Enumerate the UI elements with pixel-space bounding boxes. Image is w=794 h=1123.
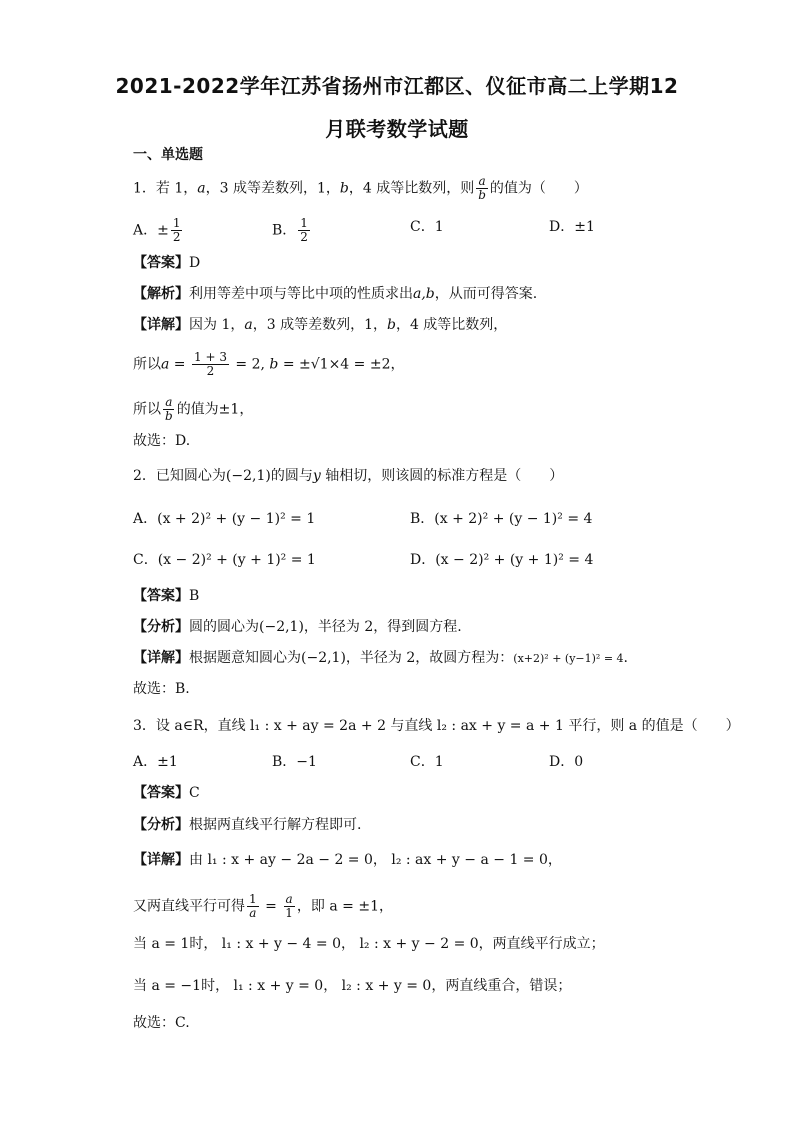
q1-detail-var-a: a xyxy=(244,317,253,333)
page-title-line2: 月联考数学试题 xyxy=(325,117,469,141)
q1-analysis-text: 利用等差中项与等比中项的性质求出 xyxy=(189,286,413,302)
frac-num: 1 xyxy=(249,892,257,906)
q1-step2 xyxy=(133,396,253,423)
q1-detail xyxy=(133,315,507,335)
q1-step1: 所以a = $\frac{1 + 3}{2}$ = 2, b = ±√1×4 = ±2， xyxy=(133,350,405,378)
q1-stem-text-d: 的值为（ ） xyxy=(489,180,588,197)
q3-answer-value: C xyxy=(189,785,200,801)
q1-stem-text-a: 1．若 1， xyxy=(133,180,198,197)
frac-num: 1 xyxy=(300,216,308,230)
q3-step1-frac-left xyxy=(247,893,259,920)
q3-detail xyxy=(133,850,562,870)
q1-var-b: b xyxy=(339,180,349,197)
q1-option-d: D．±1 xyxy=(549,219,595,235)
q1-analysis-end: ，从而可得答案. xyxy=(434,286,538,302)
frac-den: 2 xyxy=(206,364,215,378)
page-title-line1: 2021-2022学年江苏省扬州市江都区、仪征市高二上学期12 xyxy=(115,74,679,98)
q2-stem-y: y xyxy=(312,468,321,484)
q1-step1-pre: 所以 xyxy=(133,356,161,373)
q2-analysis-text: 圆的圆心为(−2,1)，半径为 2，得到圆方程. xyxy=(189,619,462,635)
q2-stem-text-c: 轴相切，则该圆的标准方程是（ ） xyxy=(320,468,564,484)
q1-step2-frac xyxy=(163,396,175,423)
section-heading: 一、单选题 xyxy=(133,147,203,163)
frac-den: a xyxy=(249,906,257,920)
analysis-tag: 【分析】 xyxy=(133,619,189,635)
answer-tag: 【答案】 xyxy=(133,785,189,801)
q3-option-b: B．−1 xyxy=(272,754,317,770)
q1-stem-text-c: ，4 成等比数列，则 xyxy=(348,180,475,197)
q2-option-a: A．(x + 2)² + (y − 1)² = 1 xyxy=(133,511,316,527)
frac-num: 1 xyxy=(172,216,181,230)
q1-option-c: C．1 xyxy=(410,219,444,235)
q3-option-d: D．0 xyxy=(549,754,584,770)
answer-tag: 【答案】 xyxy=(133,255,189,271)
q3-option-c: C．1 xyxy=(410,754,444,770)
q2-analysis xyxy=(133,617,462,637)
q3-step1: 又两直线平行可得 $\frac{1}{a}$ = $\frac{a}{1}$ ，即 a = ±1， xyxy=(133,892,393,920)
q3-analysis-text: 根据两直线平行解方程即可. xyxy=(189,817,362,833)
q1-step1-rest: = ±√1×4 = ±2， xyxy=(278,356,405,373)
q1-detail-text-b: ，3 成等差数列，1， xyxy=(252,317,387,333)
q3-stem: 3．设 a∈R，直线 l₁ : x + ay = 2a + 2 与直线 l₂ : ax + y = a + 1 平行，则 a 的值是（ ） xyxy=(133,718,740,734)
q1-option-b xyxy=(272,217,312,244)
q1-option-b-label: B． xyxy=(272,222,297,239)
q1-detail-var-b: b xyxy=(386,317,396,333)
detail-tag: 【详解】 xyxy=(133,317,189,333)
q1-step1-post: = 2, xyxy=(230,356,270,373)
q2-answer xyxy=(133,586,199,606)
q3-answer xyxy=(133,783,200,803)
q1-detail-text: 因为 1， xyxy=(189,317,245,333)
q2-detail-end: . xyxy=(623,650,628,666)
analysis-tag: 【分析】 xyxy=(133,817,189,833)
frac-den: 1 xyxy=(285,906,293,920)
q1-step2-post: 的值为±1， xyxy=(176,401,254,418)
q1-option-a-frac xyxy=(171,217,183,244)
q2-detail-text: 根据题意知圆心为(−2,1)，半径为 2，故圆方程为： xyxy=(189,650,514,666)
q1-detail-text-c: ，4 成等比数列， xyxy=(395,317,508,333)
q2-choose: 故选：B. xyxy=(133,681,190,697)
q3-detail-text: 由 l₁ : x + ay − 2a − 2 = 0， l₂ : ax + y − a − 1 = 0， xyxy=(189,852,562,868)
q2-stem-text-b: 的圆与 xyxy=(270,468,313,484)
q1-option-b-frac xyxy=(298,217,310,244)
q3-step1-pre: 又两直线平行可得 xyxy=(133,898,245,915)
q3-step3: 当 a = −1时， l₁ : x + y = 0， l₂ : x + y = 0，两直线重合，错误； xyxy=(133,978,572,994)
frac-den: 2 xyxy=(300,230,308,244)
q1-answer xyxy=(133,253,200,273)
q3-choose: 故选：C. xyxy=(133,1015,190,1031)
q1-step1-var-a: a xyxy=(161,356,170,373)
q2-detail-equation: (x+2)² + (y−1)² = 4 xyxy=(513,652,624,665)
q2-option-c: C．(x − 2)² + (y + 1)² = 1 xyxy=(133,552,316,568)
q3-analysis xyxy=(133,815,361,835)
detail-tag: 【详解】 xyxy=(133,650,189,666)
answer-tag: 【答案】 xyxy=(133,588,189,604)
q1-stem-text-b: ，3 成等差数列，1， xyxy=(205,180,340,197)
q2-detail xyxy=(133,648,628,669)
frac-num: a xyxy=(165,395,173,409)
q3-step1-post: ，即 a = ±1， xyxy=(296,898,393,915)
frac-num: a xyxy=(285,892,293,906)
analysis-tag: 【解析】 xyxy=(133,286,189,302)
q2-answer-value: B xyxy=(189,588,200,604)
q2-stem xyxy=(133,466,563,486)
q1-frac-den: b xyxy=(478,188,486,202)
detail-tag: 【详解】 xyxy=(133,852,189,868)
q2-stem-center: (−2,1) xyxy=(225,468,271,484)
q1-step1-frac xyxy=(192,351,229,378)
q1-step1-var-b: b xyxy=(269,356,279,373)
q1-frac-num: a xyxy=(478,174,486,188)
q1-choose: 故选：D. xyxy=(133,433,191,449)
frac-den: 2 xyxy=(172,230,181,244)
frac-den: b xyxy=(165,409,173,423)
q1-stem xyxy=(133,175,588,202)
frac-num: 1 + 3 xyxy=(194,350,227,364)
q1-option-a xyxy=(133,217,184,244)
q3-option-a: A．±1 xyxy=(133,754,178,770)
q1-analysis-vars: a,b xyxy=(413,286,435,302)
q1-fraction-a-over-b xyxy=(476,175,488,202)
q2-stem-text-a: 2．已知圆心为 xyxy=(133,468,226,484)
q1-var-a: a xyxy=(197,180,206,197)
q2-option-d: D．(x − 2)² + (y + 1)² = 4 xyxy=(410,552,594,568)
q1-option-a-label: A．± xyxy=(133,222,169,239)
q2-option-b: B．(x + 2)² + (y − 1)² = 4 xyxy=(410,511,593,527)
q1-step2-pre: 所以 xyxy=(133,401,161,418)
q3-step1-frac-right xyxy=(283,893,295,920)
q1-answer-value: D xyxy=(189,255,201,271)
q3-step2: 当 a = 1时， l₁ : x + y − 4 = 0， l₂ : x + y − 2 = 0，两直线平行成立； xyxy=(133,936,605,952)
q1-analysis xyxy=(133,284,537,304)
